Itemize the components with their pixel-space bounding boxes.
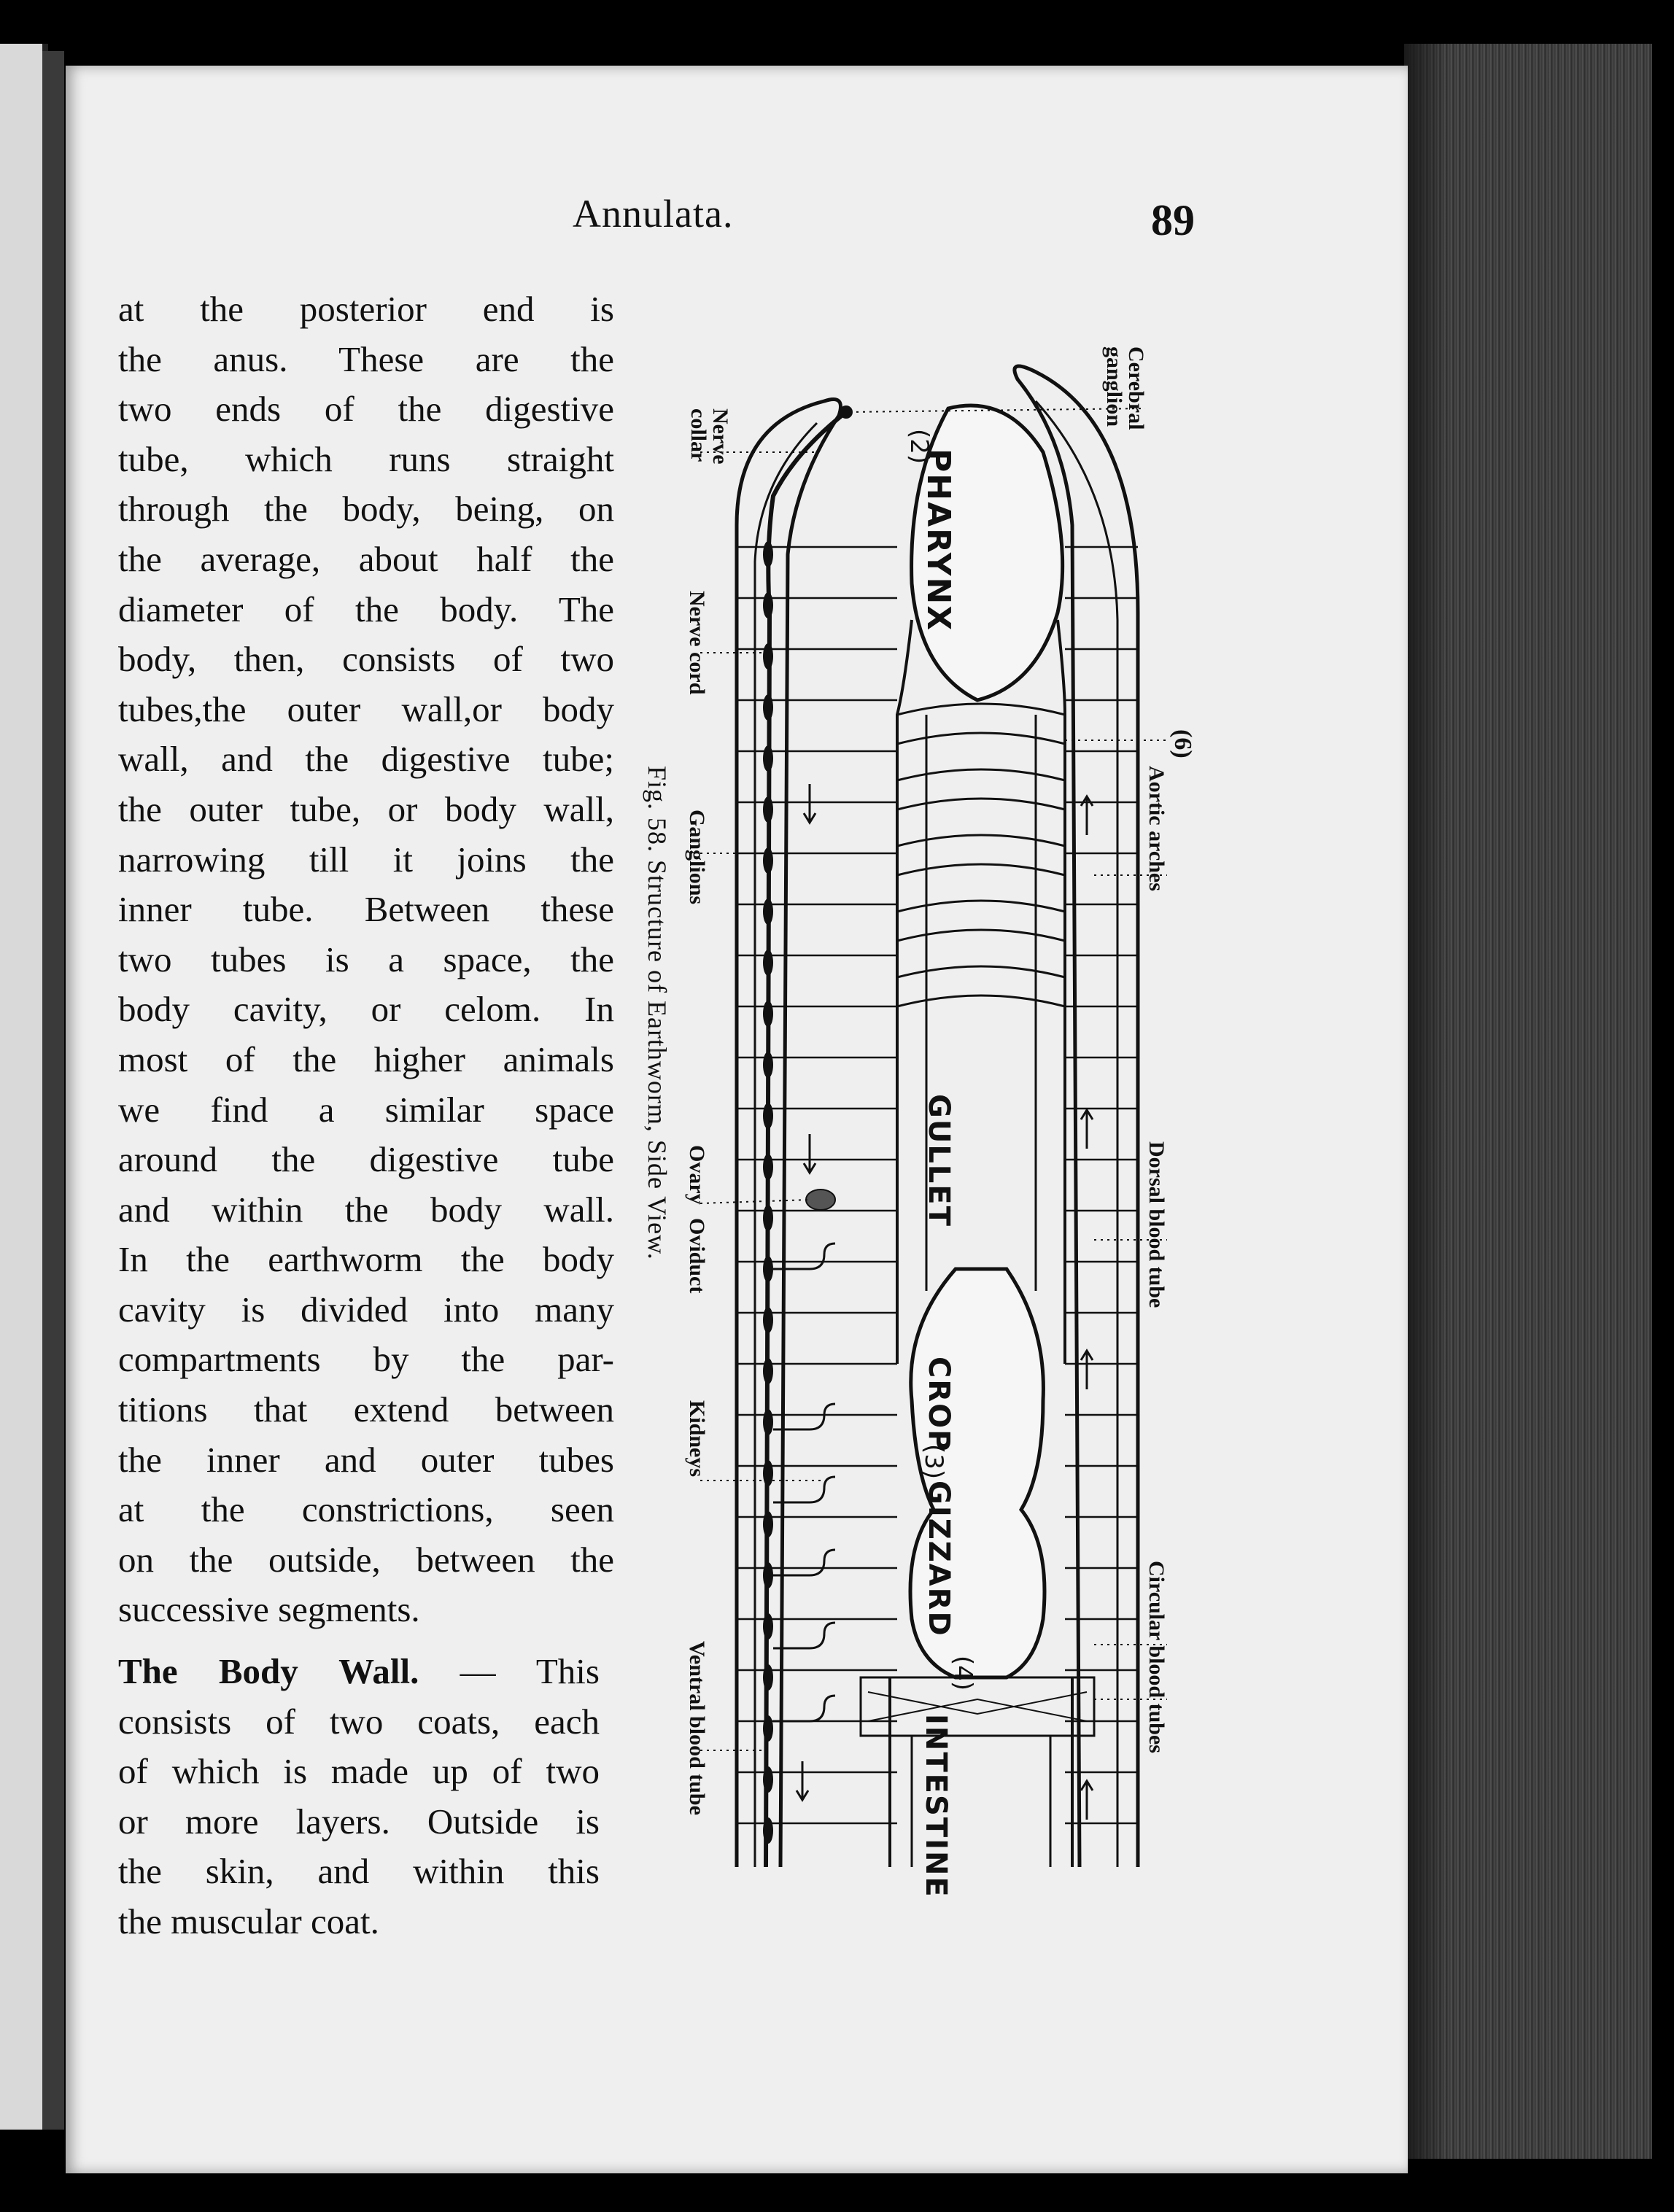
text-line: inner tube. Between these [118, 889, 614, 930]
ganglion [763, 694, 773, 721]
label-circular-blood-tubes: Circular blood tubes [1144, 1561, 1169, 1753]
ganglion [763, 1307, 773, 1333]
text-line: of which is made up of two [118, 1751, 600, 1792]
ganglion [763, 592, 773, 618]
aortic-arch-lower [897, 733, 1065, 744]
ganglion [763, 643, 773, 670]
aortic-arch [897, 704, 1065, 715]
left-page-edge [0, 44, 48, 2130]
aortic-arch [897, 769, 1065, 780]
section-heading: The Body Wall. [118, 1651, 419, 1691]
text-line: the outer tube, or body wall, [118, 788, 614, 829]
text-line: through the body, being, on [118, 489, 614, 529]
text-line: tube, which runs straight [118, 438, 614, 479]
label-oviduct: Oviduct [685, 1218, 709, 1294]
text-line: body cavity, or celom. In [118, 989, 614, 1030]
ganglion [763, 1664, 773, 1691]
ganglion [763, 950, 773, 976]
text-line: the anus. These are the [118, 338, 614, 379]
handwritten-mark-intestine: (4) [948, 1656, 977, 1691]
text-line: consists of two coats, each [118, 1701, 600, 1742]
handwritten-mark-crop: (3) [919, 1444, 948, 1480]
ganglion [763, 745, 773, 772]
text-line: and within the body wall. [118, 1189, 614, 1230]
text-line: on the outside, between the [118, 1539, 614, 1580]
label-ovary: Ovary [685, 1145, 709, 1205]
ganglion [763, 847, 773, 874]
gullet-wall-left [897, 620, 912, 1364]
text-line: wall, and the digestive tube; [118, 739, 614, 780]
ganglion [763, 1205, 773, 1231]
figure-caption: Fig. 58. Structure of Earthworm, Side View. [643, 766, 672, 1260]
ovary-shape [806, 1190, 835, 1210]
label-kidneys: Kidneys [685, 1400, 709, 1478]
aortic-arch-lower [897, 799, 1065, 810]
organ-gullet: GULLET [922, 1094, 956, 1227]
text-line: successive segments. [118, 1589, 420, 1630]
page-number: 89 [1151, 196, 1195, 244]
gullet-wall-right [1058, 620, 1065, 1364]
ganglion [763, 1766, 773, 1793]
ganglion [763, 1358, 773, 1384]
organ-pharynx: PHARYNX [920, 449, 957, 632]
text-line: the muscular coat. [118, 1901, 379, 1941]
text-line: diameter of the body. The [118, 589, 614, 629]
aortic-arch [897, 835, 1065, 846]
book-gutter [42, 51, 64, 2130]
label-aortic-arches: Aortic arches [1144, 766, 1169, 891]
ganglion [763, 1052, 773, 1078]
organ-crop: CROP [922, 1357, 956, 1453]
ganglion [763, 1613, 773, 1639]
organ-gizzard: GIZZARD [922, 1481, 956, 1637]
text-line: most of the higher animals [118, 1039, 614, 1079]
ganglion [763, 1562, 773, 1588]
body-wall-left [737, 400, 841, 1868]
text-line: compartments by the par- [118, 1339, 614, 1380]
body-wall-paragraph [118, 1647, 600, 1947]
text-line: two ends of the digestive [118, 389, 614, 430]
ganglion [763, 1001, 773, 1027]
earthworm-figure [627, 306, 1284, 1969]
label-ventral-blood-tube: Ventral blood tube [685, 1641, 709, 1815]
label-dorsal-blood-tube: Dorsal blood tube [1144, 1141, 1169, 1308]
aortic-arch [897, 966, 1065, 977]
text-line: at the posterior end is [118, 289, 614, 329]
ganglion [763, 541, 773, 567]
ganglion [763, 1511, 773, 1537]
handwritten-mark-aortic: (6) [1169, 729, 1196, 758]
page-edge-shadow [1404, 44, 1448, 2159]
ganglion [763, 1103, 773, 1129]
ganglion [763, 1256, 773, 1282]
text-line: In the earthworm the body [118, 1239, 614, 1280]
ganglion [763, 1715, 773, 1742]
aortic-arch-lower [897, 864, 1065, 875]
text-line: around the digestive tube [118, 1139, 614, 1180]
aortic-arch [897, 901, 1065, 912]
label-ganglions: Ganglions [685, 810, 709, 905]
ganglion [763, 1460, 773, 1486]
text-line: body, then, consists of two [118, 639, 614, 680]
section-lead-rest: — This [419, 1651, 600, 1691]
ganglion [763, 1817, 773, 1844]
text-line: the inner and outer tubes [118, 1439, 614, 1480]
handwritten-mark-pharynx: (2) [904, 429, 934, 465]
label-nerve-cord: Nerve cord [685, 591, 709, 695]
text-line: the skin, and within this [118, 1851, 600, 1892]
organ-intestine: INTESTINE [919, 1714, 953, 1898]
text-line: we find a similar space [118, 1089, 614, 1130]
section-lead-line [118, 1647, 600, 1697]
constriction-lines [868, 1692, 1087, 1721]
running-head: Annulata. [573, 192, 734, 236]
text-line: tubes,the outer wall,or body [118, 688, 614, 729]
text-line: cavity is divided into many [118, 1289, 614, 1330]
label-cerebral-ganglion: Cerebral ganglion [1102, 346, 1148, 430]
text-line: the average, about half the [118, 538, 614, 579]
constriction-box [861, 1677, 1094, 1736]
aortic-arch-lower [897, 996, 1065, 1006]
text-line: or more layers. Outside is [118, 1801, 600, 1842]
text-line: titions that extend between [118, 1389, 614, 1430]
text-line: at the constrictions, seen [118, 1489, 614, 1530]
text-line: two tubes is a space, the [118, 939, 614, 979]
text-line: narrowing till it joins the [118, 839, 614, 880]
body-paragraph [118, 284, 614, 1635]
ganglion [763, 1154, 773, 1180]
label-nerve-collar: Nerve collar [686, 408, 732, 465]
aortic-arch-lower [897, 930, 1065, 941]
ganglion [763, 1409, 773, 1435]
ganglion [763, 796, 773, 823]
ganglion [763, 899, 773, 925]
